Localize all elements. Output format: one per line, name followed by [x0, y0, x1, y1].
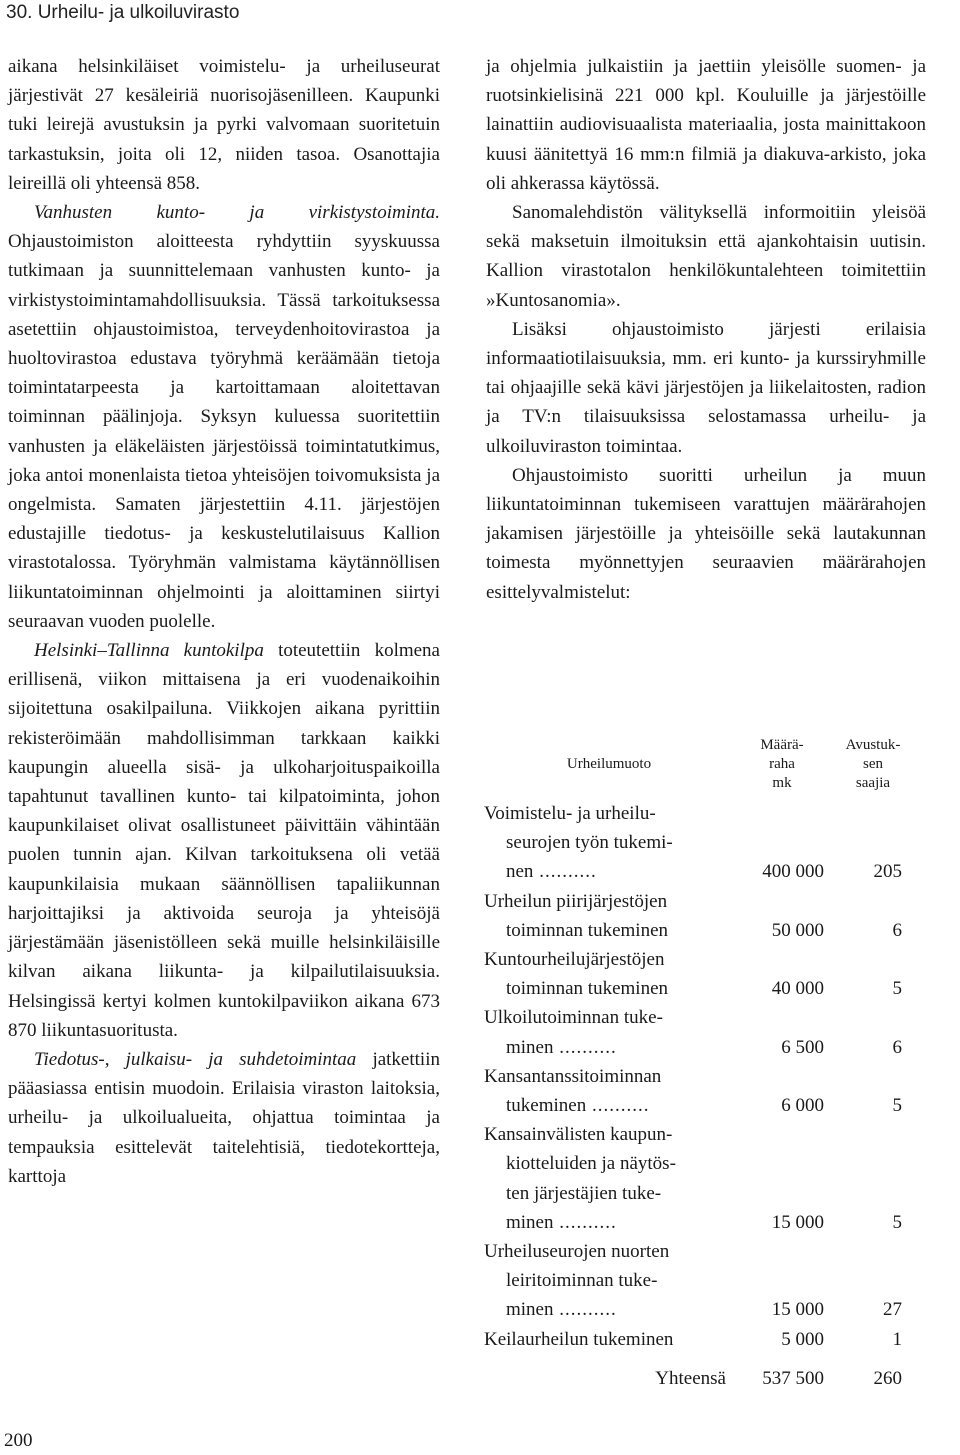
- paragraph-press: Sanomalehdistön välityksellä informoitiin yleisöä sekä maksetuin ilmoituksin että ajankohtaisin uutisin. Kallion virastotalon henkilökuntalehteen toimitettiin »Kuntosanomia».: [486, 202, 926, 311]
- paragraph-text: aikana helsinkiläiset voimistelu- ja urheiluseurat järjestivät 27 kesäleiriä nuorisojäsenilleen. Kaupunki tuki leirejä avustuksin ja pyrki valvomaan suoritetuin tarkastuksin, joita oli 12, niiden tasoa. Osanottajia leireillä oli yhteensä 858.: [8, 56, 440, 194]
- row-amount: 50 000: [771, 919, 824, 941]
- row-recipients: 5: [892, 1095, 902, 1117]
- row-recipients: 5: [892, 978, 902, 1000]
- row-sport: Kansainvälisten kaupun- kiotteluiden ja näytös- ten järjestäjien tuke- minen ..........: [484, 1124, 676, 1233]
- column-header-amount: Määrä- raha mk: [760, 737, 804, 791]
- row-sport: Kansantanssitoiminnan tukeminen ..........: [484, 1065, 662, 1117]
- running-header: 30. Urheilu- ja ulkoiluvirasto: [6, 2, 240, 23]
- row-amount: 6 000: [781, 1095, 824, 1117]
- row-recipients: 6: [892, 1036, 902, 1058]
- column-header-recipients: Avustuk- sen saajia: [845, 737, 901, 791]
- row-recipients: 6: [892, 919, 902, 941]
- page-number: 200: [4, 1430, 33, 1451]
- grants-table: [484, 736, 916, 1393]
- row-amount: 400 000: [762, 861, 824, 883]
- row-recipients: 5: [892, 1211, 902, 1233]
- table-total-row: [484, 1354, 916, 1393]
- total-label: Yhteensä: [655, 1367, 726, 1389]
- row-sport: Ulkoilutoiminnan tuke- minen ..........: [484, 1007, 663, 1058]
- row-amount: 15 000: [771, 1299, 824, 1321]
- table-row: [484, 887, 916, 945]
- row-recipients: 1: [892, 1328, 902, 1350]
- table-row: [484, 1237, 916, 1325]
- paragraph-information-activity: [8, 1045, 440, 1191]
- row-amount: 15 000: [771, 1211, 824, 1233]
- total-recipients: 260: [873, 1367, 902, 1389]
- table-row: [484, 945, 916, 1003]
- paragraph-elderly-fitness: [8, 198, 440, 636]
- paragraph-grants-intro: Ohjaustoimisto suoritti urheilun ja muun liikuntatoiminnan tukemiseen varattujen määrärahojen jakamisen järjestöille ja yhteisöille sekä lautakunnan toimesta myönnettyjen seuraavien määrärahojen esittelyvalmistelut:: [486, 464, 926, 603]
- table-header-row: [484, 736, 916, 799]
- row-sport: Voimistelu- ja urheilu- seurojen työn tukemi- nen ..........: [484, 803, 673, 883]
- leader-dots: ..........: [533, 861, 597, 883]
- table-row: [484, 1062, 916, 1120]
- paragraph-publications: ja ohjelmia julkaistiin ja jaettiin yleisölle suomen- ja ruotsinkielisinä 221 000 kpl. Kouluille ja järjestöille lainattiin audiovisuaalista materiaalia, josta mainittakoon kuusi äänitettyä 16 mm:n filmiä ja diakuva-arkisto, joka oli ahkerassa käytössä.: [486, 56, 926, 194]
- paragraph-text: toteutettiin kolmena erillisenä, viikon mittaisena ja eri vuodenaikoihin sijoitettuna osakilpailuna. Viikkojen aikana pyrittiin rekisteröimään mahdollisimman tarkkaan kaikki kaupungin alueella sisä- ja ulkoharjoituspaikoilla tapahtunut tavallinen kunto- tai kilpatoiminta, johon kaupunkilaiset olivat osallistuneet päivittäin vähintään puolen tunnin ajan. Kilvan tarkoituksena oli vetää kaupunkilaisia mukaan säännöllisen tapaliikunnan harjoittajiksi ja aktivoida seuroja ja yhteisöjä järjestämään jäsenistölleen sekä muille helsinkiläisille kilvan aikana liikunta- ja kilpailutilaisuuksia. Helsingissä kertyi kolmen kuntokilpaviikon aikana 673 870 liikuntasuoritusta.: [8, 640, 440, 1041]
- left-column: [8, 52, 440, 1191]
- table-row: [484, 1003, 916, 1061]
- paragraph-summer-camps: [8, 52, 440, 198]
- table-row: [484, 1325, 916, 1354]
- paragraph-text: Ohjaustoimiston aloitteesta ryhdyttiin syyskuussa tutkimaan ja suunnittelemaan vanhusten kunto- ja virkistystoimintamahdollisuuksia. Tässä tarkoituksessa asetettiin ohjaustoimistoa, terveydenhoitovirastoa ja huoltovirastoa edustava työryhmä keräämään tietoja toimintatarpeesta ja kartoittamaan aloitettavan toiminnan päälinjoja. Syksyn kuluessa suoritettiin vanhusten ja eläkeläisten järjestöissä toimintatutkimus, joka antoi monenlaista tietoa yhteisöjen toivomuksista ja ongelmista. Samaten järjestettiin 4.11. järjestöjen edustajille tiedotus- ja keskustelutilaisuus Kallion virastotalossa. Työryhmän valmistama käytännöllisen liikuntatoiminnan ohjelmointi ja aloittaminen siirtyi seuraavan vuoden puolelle.: [8, 231, 440, 632]
- paragraph-lead: Helsinki–Tallinna kuntokilpa: [34, 640, 264, 662]
- column-header-sport: Urheilumuoto: [566, 756, 652, 772]
- row-amount: 6 500: [781, 1036, 824, 1058]
- paragraph-lead: Vanhusten kunto- ja virkistystoiminta.: [34, 202, 440, 224]
- right-column: [486, 52, 926, 607]
- table-row: [484, 1120, 916, 1237]
- leader-dots: ..........: [553, 1299, 617, 1321]
- row-amount: 40 000: [771, 978, 824, 1000]
- table-row: [484, 799, 916, 887]
- paragraph-text: jatkettiin pääasiassa entisin muodoin. Erilaisia viraston laitoksia, urheilu- ja ulkoilualueita, ohjattua toimintaa ja tempauksia esittelevät taitelehtisiä, tiedotekortteja, karttoja: [8, 1048, 440, 1187]
- row-sport: Urheiluseurojen nuorten leiritoiminnan tuke- minen ..........: [484, 1241, 670, 1321]
- total-amount: 537 500: [762, 1367, 824, 1389]
- row-recipients: 205: [873, 861, 902, 883]
- paragraph-helsinki-tallinn: [8, 636, 440, 1045]
- leader-dots: ..........: [553, 1211, 617, 1233]
- leader-dots: ..........: [586, 1095, 650, 1117]
- row-sport: Kuntourheilujärjestöjen toiminnan tukeminen: [484, 949, 669, 1000]
- row-sport: Keilaurheilun tukeminen: [484, 1328, 674, 1350]
- row-amount: 5 000: [781, 1328, 824, 1350]
- leader-dots: ..........: [553, 1036, 617, 1058]
- row-recipients: 27: [883, 1299, 902, 1321]
- paragraph-info-events: Lisäksi ohjaustoimisto järjesti erilaisia informaatiotilaisuuksia, mm. eri kunto- ja kurssiryhmille tai ohjaajille sekä kävi järjestöjen ja liikelaitosten, radion ja TV:n tilaisuuksissa selostamassa urheilu- ja ulkoiluviraston toimintaa.: [486, 318, 926, 457]
- row-sport: Urheilun piirijärjestöjen toiminnan tukeminen: [484, 890, 669, 941]
- paragraph-lead: Tiedotus-, julkaisu- ja suhdetoimintaa: [34, 1048, 357, 1070]
